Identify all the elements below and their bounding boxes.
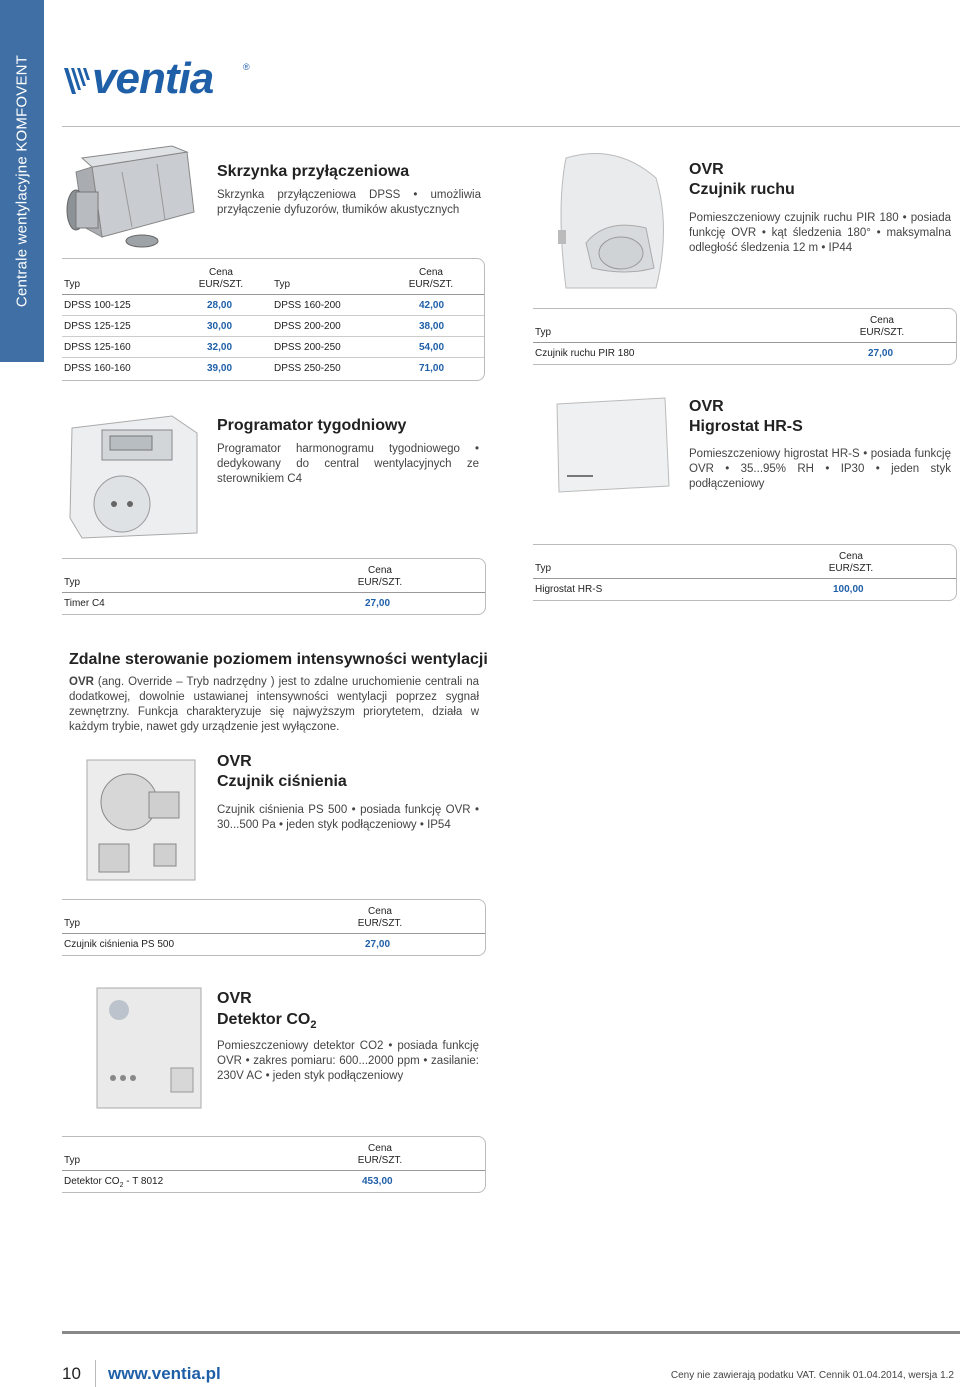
dpss-product-image xyxy=(62,142,204,254)
timer-description: Programator harmonogramu tygodniowego • dedykowany do central wentylacyjnych ze sterownikiem C4 xyxy=(217,443,479,485)
junction-box-icon xyxy=(62,142,204,254)
co2-detector-icon xyxy=(95,986,205,1111)
table-row xyxy=(62,316,484,337)
ps-product-image xyxy=(69,752,204,892)
type-cell: Higrostat HR-S xyxy=(535,584,603,595)
ps-price-table xyxy=(62,899,486,956)
cena-header: Cena EUR/SZT. xyxy=(198,267,244,290)
motion-sensor-icon xyxy=(546,148,676,296)
cena-header: Cena EUR/SZT. xyxy=(357,1143,403,1166)
pir-title: Czujnik ruchu xyxy=(689,181,795,198)
table-row xyxy=(533,579,956,600)
table-header xyxy=(533,309,956,343)
price-cell: 39,00 xyxy=(207,363,233,374)
hrs-title: Higrostat HR-S xyxy=(689,418,803,435)
hygrostat-icon xyxy=(553,396,673,494)
table-header xyxy=(62,259,484,295)
remote-ovr-term: OVR xyxy=(69,676,94,688)
table-row xyxy=(62,295,484,316)
price-cell: 71,00 xyxy=(419,363,445,374)
type-cell: DPSS 125-160 xyxy=(64,342,131,353)
price-cell: 30,00 xyxy=(207,321,233,332)
ps-title: Czujnik ciśnienia xyxy=(217,773,347,790)
hrs-ovr-label: OVR xyxy=(689,398,724,415)
ps-description: Czujnik ciśnienia PS 500 • posiada funkcję OVR • 30...500 Pa • jeden styk podłączeniowy • IP54 xyxy=(217,804,479,831)
remote-title: Zdalne sterowanie poziomem intensywności wentylacji xyxy=(69,651,488,668)
typ-header: Typ xyxy=(64,279,81,290)
remote-description xyxy=(69,675,479,735)
type-cell: DPSS 100-125 xyxy=(64,300,131,311)
table-header xyxy=(62,900,485,934)
type-cell: Detektor $CO_2$ - T 8012 xyxy=(64,1176,164,1189)
pressure-sensor-icon xyxy=(69,752,204,892)
type-cell: Timer C4 xyxy=(64,598,105,609)
hrs-product-image xyxy=(553,396,673,494)
timer-title: Programator tygodniowy xyxy=(217,417,407,434)
typ-header: Typ xyxy=(64,918,81,929)
co2-title xyxy=(217,1010,316,1035)
typ-header: Typ xyxy=(535,563,552,574)
table-header xyxy=(62,559,485,593)
price-cell: 27,00 xyxy=(365,598,391,609)
table-row xyxy=(62,358,484,379)
type-cell: DPSS 200-250 xyxy=(274,342,341,353)
sidebar-band xyxy=(0,0,44,362)
pir-ovr-label: OVR xyxy=(689,161,724,178)
cena-header: Cena EUR/SZT. xyxy=(357,565,403,588)
table-header xyxy=(62,1137,485,1171)
table-row xyxy=(62,593,485,614)
footer-divider xyxy=(62,1331,960,1334)
table-row xyxy=(533,343,956,364)
type-cell: DPSS 250-250 xyxy=(274,363,341,374)
footer-separator xyxy=(95,1360,96,1387)
type-cell: DPSS 125-125 xyxy=(64,321,131,332)
table-row xyxy=(62,1171,485,1192)
price-cell: 54,00 xyxy=(419,342,445,353)
type-cell: Czujnik ciśnienia PS 500 xyxy=(64,939,175,950)
table-row xyxy=(62,337,484,358)
table-row xyxy=(62,934,485,955)
logo-registered: ® xyxy=(243,62,250,72)
co2-description: Pomieszczeniowy detektor CO2 • posiada funkcję OVR • zakres pomiaru: 600...2000 ppm • zasilanie: 230V AC • jeden styk podłączeniowy xyxy=(217,1040,479,1082)
timer-icon xyxy=(62,408,204,544)
co2-product-image xyxy=(95,986,205,1111)
type-cell: DPSS 200-200 xyxy=(274,321,341,332)
sidebar-title: Centrale wentylacyjne KOMFOVENT xyxy=(13,54,31,308)
price-cell: 453,00 xyxy=(362,1176,393,1187)
header-divider xyxy=(62,126,960,127)
logo-wordmark: ventia xyxy=(92,54,214,103)
hrs-description: Pomieszczeniowy higrostat HR-S • posiada funkcję OVR • 35...95% RH • IP30 • jeden styk podłączeniowy xyxy=(689,448,951,490)
dpss-description: Skrzynka przyłączeniowa DPSS • umożliwia przyłączenie dyfuzorów, tłumików akustycznych xyxy=(217,189,481,216)
co2-title-text: Detektor CO xyxy=(217,1011,311,1028)
ps-ovr-label: OVR xyxy=(217,753,252,770)
price-cell: 32,00 xyxy=(207,342,233,353)
price-cell: 100,00 xyxy=(833,584,864,595)
type-cell: DPSS 160-200 xyxy=(274,300,341,311)
pir-description: Pomieszczeniowy czujnik ruchu PIR 180 • posiada funkcję OVR • kąt śledzenia 180° • maksymalna odległość śledzenia 12 m • IP44 xyxy=(689,212,951,254)
pir-product-image xyxy=(546,148,676,296)
price-cell: 42,00 xyxy=(419,300,445,311)
dpss-title: Skrzynka przyłączeniowa xyxy=(217,163,410,180)
pir-price-table xyxy=(533,308,957,365)
price-cell: 27,00 xyxy=(365,939,391,950)
typ-header: Typ xyxy=(64,1155,81,1166)
timer-product-image xyxy=(62,408,204,544)
co2-ovr-label: OVR xyxy=(217,990,252,1007)
price-cell: 28,00 xyxy=(207,300,233,311)
typ-header-2: Typ xyxy=(274,279,291,290)
price-cell: 27,00 xyxy=(868,348,894,359)
hrs-price-table xyxy=(533,544,957,601)
dpss-price-table xyxy=(62,258,485,381)
type-cell: DPSS 160-160 xyxy=(64,363,131,374)
type-cell: Czujnik ruchu PIR 180 xyxy=(535,348,635,359)
cena-header: Cena EUR/SZT. xyxy=(357,906,403,929)
timer-price-table xyxy=(62,558,486,615)
cena-header: Cena EUR/SZT. xyxy=(828,551,874,574)
remote-description-text: (ang. Override – Tryb nadrzędny ) jest to zdalne uruchomienie centrali na dodatkowej, dowolnie ustawianej intensywności wentylacji poprzez sygnał zewnętrzny. Funkcja charakteryzuje się najwyższym priorytetem, działa w każdym trybie, nawet gdy urządzenie jest wyłączone. xyxy=(69,676,479,733)
typ-header: Typ xyxy=(535,327,552,338)
typ-header: Typ xyxy=(64,577,81,588)
table-header xyxy=(533,545,956,579)
page-number: 10 xyxy=(62,1364,81,1383)
footer-note: Ceny nie zawierają podatku VAT. Cennik 01.04.2014, wersja 1.2 xyxy=(670,1370,954,1381)
co2-price-table xyxy=(62,1136,486,1193)
cena-header-2: Cena EUR/SZT. xyxy=(408,267,454,290)
cena-header: Cena EUR/SZT. xyxy=(859,315,905,338)
price-cell: 38,00 xyxy=(419,321,445,332)
co2-title-subscript: 2 xyxy=(310,1019,317,1032)
website-link[interactable]: www.ventia.pl xyxy=(108,1364,221,1383)
